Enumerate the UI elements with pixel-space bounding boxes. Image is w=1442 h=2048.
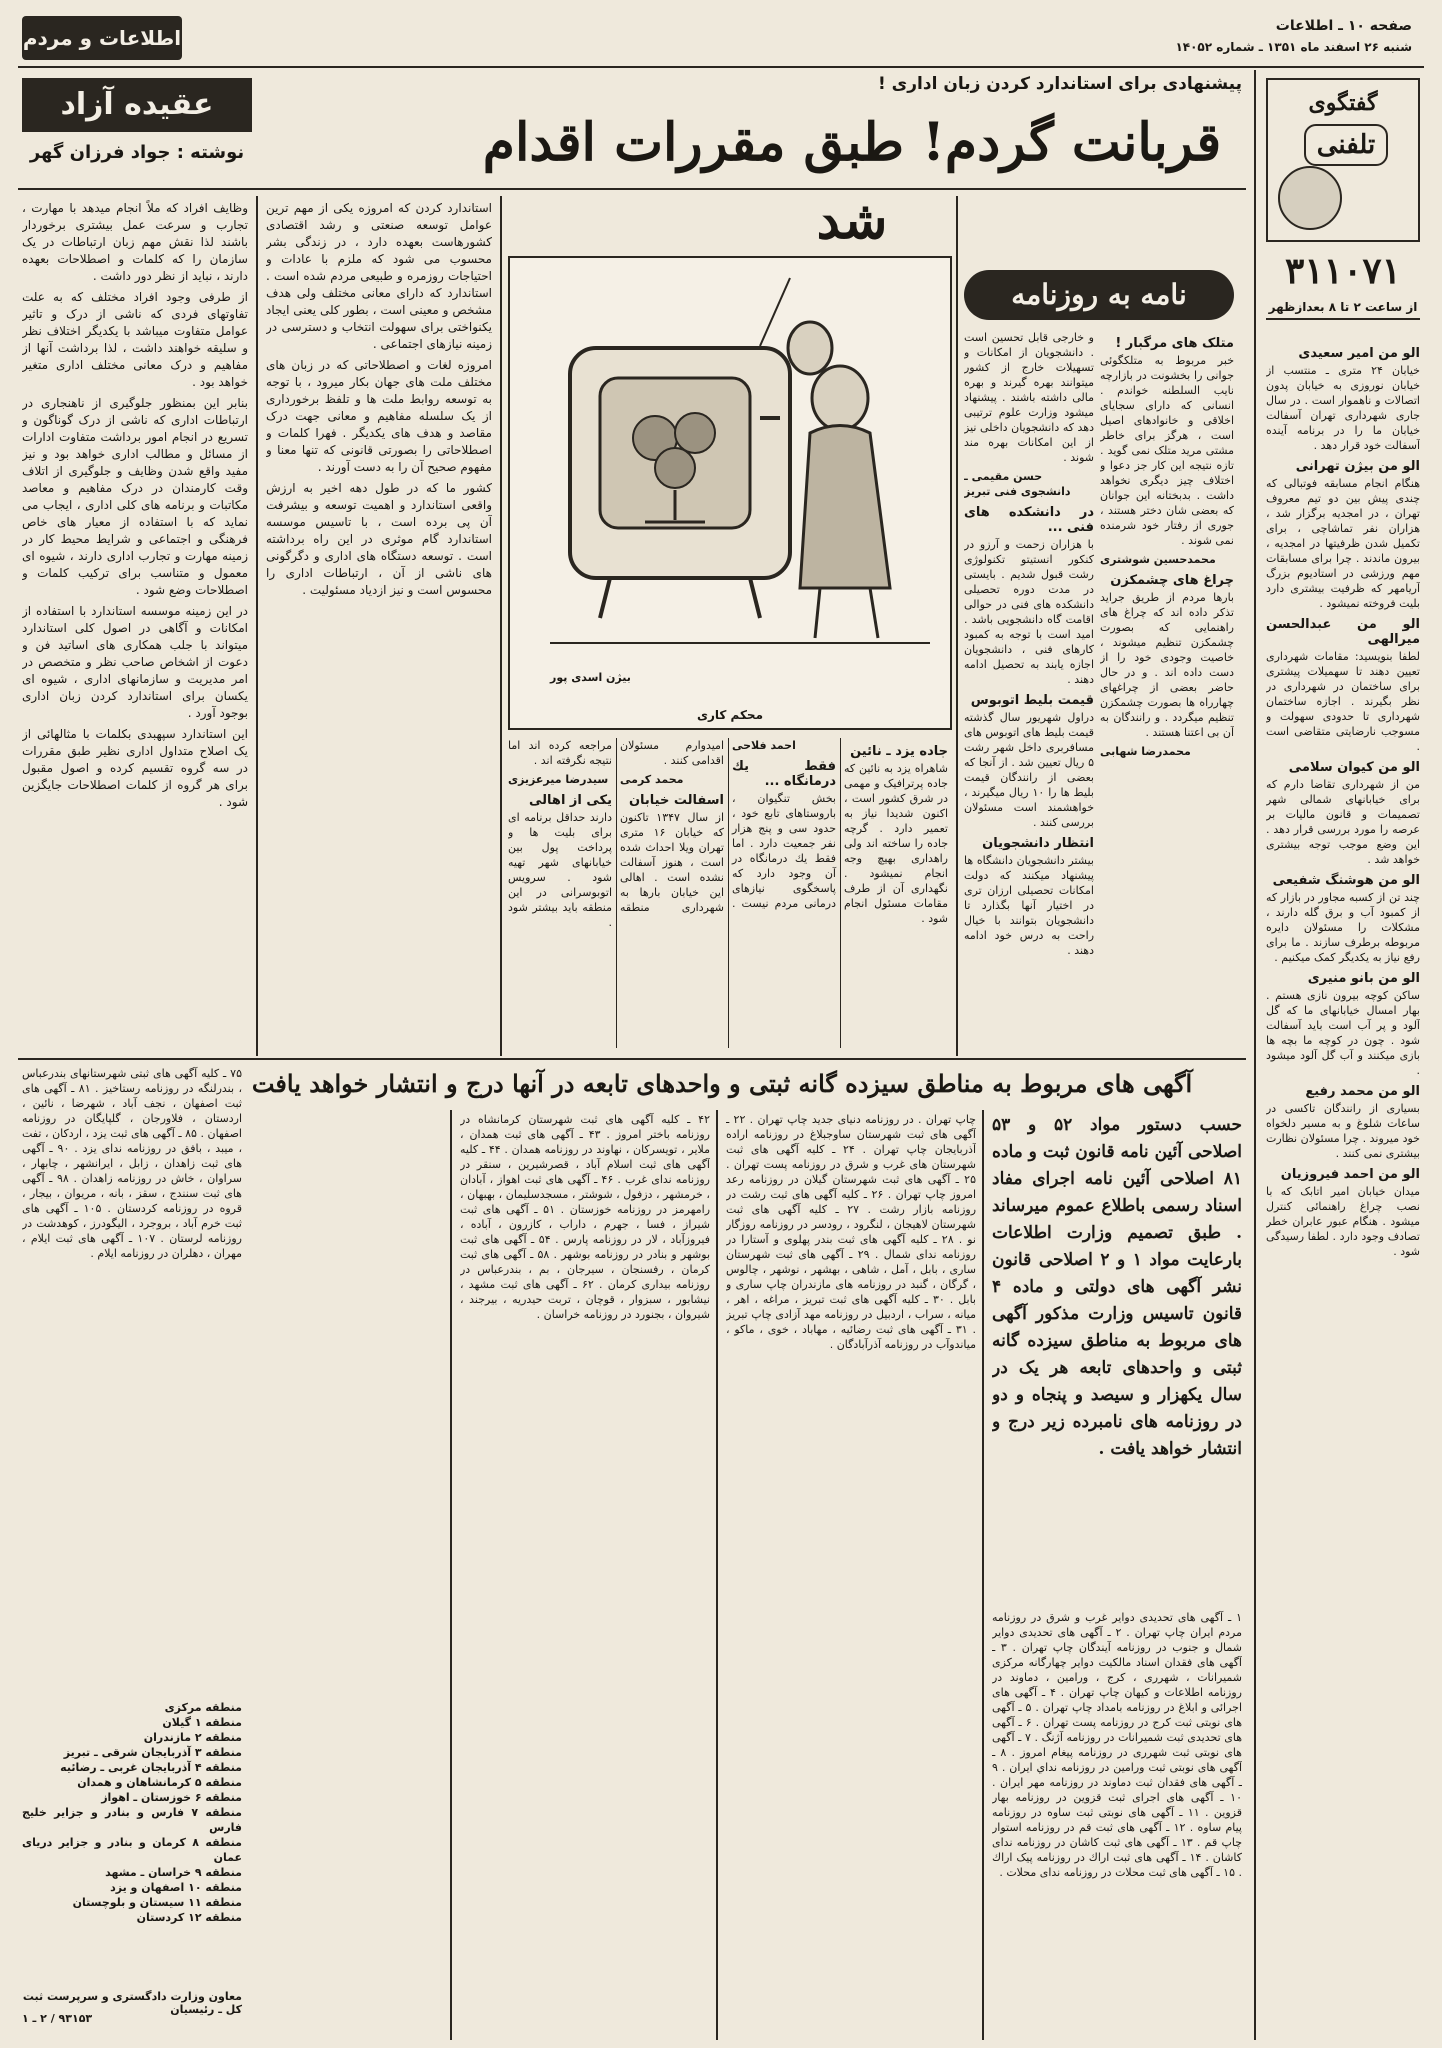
letter-text: با هزاران زحمت و آرزو در کنکور انستیتو تکنولوژی رشت قبول شدیم . بایستی در مدت دوره تحصیلی دانشکده های فنی در حوالی اقامت گاه دانشجویی باشد . امید است با توجه به کمبود کارهای فنی ، دانشجویان اجازه یابند به تحصیل ادامه دهند .: [964, 538, 1094, 686]
masthead-rule: [18, 66, 1424, 68]
ads-region: منطقه ۱ گیلان: [162, 1716, 242, 1729]
phone-entry-head: الو من امیر سعیدی: [1298, 346, 1420, 361]
letter-title: فقط یك درمانگاه ...: [732, 759, 836, 789]
phone-number: ۳۱۱۰۷۱: [1284, 250, 1401, 292]
column-paragraph: این استاندارد سپهبدی بکلمات با مثالهائی از یک اصلاح متداول اداری نظیر طبق مقررات در سه گروه تقسیم کرده و اصول مقبول برای هر گروه از کلمات اصطلاحات جایگزین شود .: [22, 727, 248, 809]
ads-region: منطقه ۱۱ سیستان و بلوچستان: [72, 1896, 242, 1909]
column-paragraph: وظایف افراد که ملاً انجام میدهد با مهارت ، تجارب و سرعت عمل بیشتری برخوردار باشند لذا نقش مهم زبان ارتباطات در یک سازمان را که کلمات و اصطلاحات بعهده دارند ، نباید از نظر دور داشت .: [22, 201, 248, 283]
column-rule-2: [500, 196, 502, 1056]
phone-entry-head: الو من عبدالحسن میرالهی: [1266, 617, 1420, 647]
ads-region: منطقه ۹ خراسان ـ مشهد: [105, 1866, 242, 1879]
letter-text: بخش تنگیوان ، باروستاهای تابع خود ، حدود سی و پنج هزار نفر جمعیت دارد . اما فقط یك درمانگاه در آن وجود دارد که پاسخگوی نیازهای درمانی مردم نیست . امیدوارم مسئولان اقدامی کنند .: [620, 739, 836, 910]
column-text-a: [22, 200, 248, 1050]
date-line: شنبه ۲۶ اسفند ماه ۱۳۵۱ ـ شماره ۱۴۰۵۲: [1175, 40, 1412, 54]
cartoon-signature: بیژن اسدی پور: [550, 671, 631, 684]
letters-column-1: [1100, 330, 1234, 1050]
phone-column-rule: [1254, 70, 1256, 2040]
column-paragraph: در این زمینه موسسه استاندارد با استفاده از امکانات و آگاهی در اصول کلی استاندارد میتواند با جلب همکاری های اساتید فن و دعوت از اشخاص صاحب نظر و متخصص در امر مدیریت و سازمانهای اداری ، شیوه ای یکسان برای استاندارد کردن زبان اداری بوجود آورد .: [22, 604, 248, 720]
phone-title-a: گفتگوی: [1308, 90, 1378, 116]
letter-title: جاده یزد ـ نائین: [850, 744, 948, 759]
ads-region: منطقه مرکزی: [164, 1701, 242, 1714]
cartoon-frame: [508, 256, 952, 730]
phone-entry-text: خیابان ۲۴ متری ـ منتسب از خیابان نوروزی به خیابان پدون اتصالات و ناهموار است . در سال جاری شهرداری تهران آسفالت خیابان ما را در برنامه آینده آسفالت خود قرار دهد .: [1266, 364, 1420, 452]
ads-region: منطقه ۸ کرمان و بنادر و جزایر دریای عمان: [22, 1836, 242, 1864]
letter-sign: محمد کرمی: [620, 773, 684, 786]
column-paragraph: استاندارد کردن که امروزه یکی از مهم ترین عوامل توسعه صنعتی و رشد اقتصادی کشورهاست بعهده دارد ، در زندگی بشر محسوب می شود که ملزم با عادات و احتیاجات روزمره و طبیعی مردم شده است . استاندارد که دارای معانی مختلف ولی هدف مشخص و معینی است ، بطور کلی یعنی ایجاد یکنواختی برای سهولت انتخاب و دسترسی در زمینه نیازهای اجتماعی .: [266, 201, 492, 351]
letter-title: انتظار دانشجویان: [982, 836, 1094, 851]
ads-col2: چاپ تهران . در روزنامه دنیای جدید چاپ تهران . ۲۲ ـ آگهی های ثبت شهرستان ساوجبلاغ در روزنامه اراده آذربایجان چاپ تهران . ۲۴ ـ کلیه آگهی های ثبت شهرستان های غرب و شرق در روزنامه پست تهران . ۲۵ ـ آگهی های ثبت شهرستان گیلان در روزنامه رعد امروز چاپ تهران . ۲۶ ـ کلیه آگهی های ثبت رشت در روزنامه بازار رشت . ۲۷ ـ کلیه آگهی های ثبت شهرستان لاهیجان ، لنگرود ، رودسر در روزنامه روزگار نو . ۲۸ ـ کلیه آگهی های ثبت بندر پهلوی و آستارا در روزنامه ندای شمال . ۲۹ ـ آگهی های ثبت شهرستان ساری ، بابل ، آمل ، شاهی ، بهشهر ، نوشهر ، چالوس ، گرگان ، گنبد در روزنامه های مازندران چاپ ساری و بابل . ۳۰ ـ کلیه آگهی های ثبت تبریز ، مراغه ، اهر ، میانه ، سراب ، اردبیل در روزنامه مهد آزادی چاپ تبریز . ۳۱ ـ آگهی های ثبت رضائیه ، مهاباد ، خوی ، ماکو ، میاندوآب در روزنامه آذرآبادگان .: [726, 1113, 976, 1351]
column-paragraph: بنابر این بمنظور جلوگیری از ناهنجاری در ارتباطات اداری که ناشی از درک گوناگون و تسریع در انجام امور برداشت متفاوت ادارات از مسائل و مطالب اداری خواهد بود و نیز مفید واقع شدن وظایف و جلوگیری از اتلاف وقت کارمندان در درک مفاهیم و معاصد مکاتبات و برنامه های کلی اداری ، ایجاب می نماید که با استفاده از معیار های خاص فرهنگی و اجتماعی و شرایط محیط کار در زمینه مهارت و تجارب اداری دارند ، شیوه ای معمول و متناسب برای ترکیب کلمات و اصطلاحات وضع شود .: [22, 396, 248, 597]
ads-region: منطقه ۵ کرمانشاهان و همدان: [77, 1776, 242, 1789]
ads-region: منطقه ۴ آذربایجان غربی ـ رضائیه: [60, 1761, 242, 1774]
letter-sign: محمدرضا شهابی: [1100, 745, 1191, 758]
section-badge: اطلاعات و مردم: [22, 16, 182, 60]
ads-region: منطقه ۱۰ اصفهان و یزد: [110, 1881, 242, 1894]
cartoon-caption: محکم کاری: [696, 708, 764, 722]
ads-region: منطقه ۱۲ کردستان: [136, 1911, 242, 1924]
column-paragraph: امروزه لغات و اصطلاحاتی که در زبان های مختلف ملت های جهان بکار میرود ، با توجه به توسعه روابط ملت ها و تلفظ برخورداری از یک سلسله مفاهیم و معانی جهت درک مقاصد و هدف های یکدیگر . فهرا کلمات و اصطلاحاتی را بصورتی قانونی که تنها معنا و مفهوم صحیح آن را به دست آورند .: [266, 358, 492, 474]
letter-title: متلک های مرگبار !: [1115, 336, 1234, 351]
letters-column-2: [964, 330, 1094, 1050]
letter-text: دارند حداقل برنامه ای برای بلیت ها و پرداخت پول بین خیابانهای شهر تهیه شود . سرویس اتوبوسرانی در این منطقه باید بیشتر شود .: [508, 811, 612, 929]
ads-col1: ۱ ـ آگهی های تحدیدی دوایر غرب و شرق در روزنامه مردم ایران چاپ تهران . ۲ ـ آگهی های تحدیدی دوایر شمال و جنوب در روزنامه آیندگان چاپ تهران . ۳ ـ آگهی های فقدان اسناد مالکیت دوایر چهارگانه مرکزی شمیرانات ، شهرری ، کرج ، ورامین ، دماوند در روزنامه اطلاعات و کیهان چاپ تهران . ۴ ـ آگهی های اجرائی و ابلاغ در روزنامه بامداد چاپ تهران . ۵ ـ آگهی های نوبتی ثبت کرج در روزنامه پست تهران . ۶ ـ آگهی های تحدیدی ثبت شمیرانات در روزنامه آژنگ . ۷ ـ آگهی های نوبتی ثبت شهرری در روزنامه پیغام امروز . ۸ ـ آگهی های نوبتی ثبت ورامین در روزنامه نداي ایران . ۹ ـ آگهی های فقدان ثبت دماوند در روزنامه مهر ایران . ۱۰ ـ آگهی های اجرای ثبت قزوین در روزنامه بهار قزوین . ۱۱ ـ آگهی های نوبتی ثبت ساوه در روزنامه پیام ساوه . ۱۲ ـ آگهی های ثبت قم در روزنامه استوار چاپ قم . ۱۳ ـ آگهی های ثبت کاشان در روزنامه ندای کاشان . ۱۴ ـ آگهی های ثبت اراك در روزنامه پیک اراك . ۱۵ ـ آگهی های ثبت محلات در روزنامه ندای محلات .: [992, 1611, 1242, 1879]
phone-title-b: تلفنی: [1304, 124, 1388, 166]
column-name: عقیده آزاد: [22, 78, 252, 132]
letters-heading: نامه به روزنامه: [964, 270, 1234, 320]
cartoon-drawing-icon: [510, 258, 950, 688]
letter-text: بیشتر دانشجویان دانشگاه ها پیشنهاد میکنند که دولت امکانات تحصیلی ارزان تری در اختیار آنها بگذارد تا دانشجویان بتوانند با خیال راحت به درس خود ادامه دهند .: [964, 854, 1094, 957]
letter-title: در دانشکده های فنی ...: [964, 505, 1094, 535]
phone-entry-text: هنگام انجام مسابقه فوتبالی که چندی پیش بین دو تیم معروف تهران ، در امجدیه برگزار شد ، هزاران نفر تماشاچی ، برای تکمیل شدن ظرفیتها در امجدیه ، بیرون ماندند . چرا برای مسابقات مهم ورزشی در استادیوم بزرگ آریامهر که ظرفیت بیشتری دارد بلیت فروخته نمیشود .: [1266, 477, 1420, 610]
headline-rule: [18, 188, 1246, 190]
letter-text: و خارجی قابل تحسین است . دانشجویان از امکانات و تسهیلات خارج از کشور میتوانند بهره گیرند و بهره مالی داشته باشند . پیشنهاد میشود وزارت علوم ترتیبی دهد که دانشجویان داخلی نیز از این امکانات بهره مند شوند .: [964, 331, 1094, 464]
letter-text: خبر مربوط به متلکگوئی جوانی را بخشونت در بازارچه نایب السلطنه خواندم . انسانی که دارای سجایای اخلاقی و خانوادهای اصیل است ، هرگز برای خاطر مشتی مرید متلک نمی گوید . تازه نتیجه این کار جز دعوا و اختلاف چیز دیگری نخواهد داشت . بدبختانه این جوانان که بعضی شان دختر هستند ، جوری از رفتار خود شرمنده نمی شوند .: [1100, 354, 1234, 547]
phone-entry-text: میدان خیابان امیر اتابک که با نصب چراغ راهنمائی کنترل میشود . هنگام عبور عابران خطر تصادف وجود دارد . لطفا رسیدگی شود .: [1266, 1185, 1420, 1258]
letter-text: شاهراه یزد به نائین که جاده پرترافیک و مهمی در شرق کشور است ، اکنون شدیدا نیاز به تعمیر دارد . گرچه جاده را ساخته اند ولی راهداری بهیچ وجه انجام نمیشود . نگهداری آن از طرف مقامات مسئول انجام شود .: [844, 762, 948, 925]
letter-sign: حسن مقیمی ـ دانشجوی فنی تبریز: [964, 470, 1071, 498]
ads-code: ۹۳۱۵۳ / ۲ ـ ۱: [22, 2012, 93, 2025]
ads-region: منطقه ۷ فارس و بنادر و جزایر خلیج فارس: [22, 1806, 242, 1834]
ads-rule-3: [450, 1110, 452, 2040]
phone-entry-text: من از شهرداری تقاضا دارم که برای خیابانهای شمالی شهر تصمیمات و قانون مالیات بر عرصه را مورد بررسی قرار دهد . این وضع موجب توجه بیشتری خواهد شد .: [1266, 778, 1420, 866]
letter-title: یکی از اهالی: [529, 793, 612, 808]
page-number: صفحه ۱۰ ـ اطلاعات: [1275, 18, 1412, 34]
ads-col3: ۴۲ ـ کلیه آگهی های ثبت شهرستان کرمانشاه در روزنامه باختر امروز . ۴۳ ـ آگهی های ثبت همدان ، ملایر ، تویسرکان ، نهاوند در روزنامه همدان . ۴۴ ـ کلیه آگهی های ثبت اسلام آباد ، قصرشیرین ، سنقر در روزنامه ندای غرب . ۴۶ ـ آگهی های ثبت اهواز ، آبادان ، خرمشهر ، دزفول ، شوشتر ، مسجدسلیمان ، بهبهان ، رامهرمز در روزنامه خوزستان . ۵۱ ـ آگهی های ثبت شیراز ، فسا ، جهرم ، داراب ، کازرون ، آباده ، فیروزآباد ، لار در روزنامه پارس . ۵۴ ـ آگهی های ثبت بوشهر و بنادر در روزنامه بوشهر . ۵۸ ـ آگهی های ثبت کرمان ، رفسنجان ، سیرجان ، بم ، بندرعباس در روزنامه بیداری کرمان . ۶۲ ـ آگهی های ثبت مشهد ، نیشابور ، سبزوار ، قوچان ، تربت حیدریه ، بیرجند ، شیروان ، بجنورد در روزنامه خراسان .: [460, 1113, 710, 1321]
letter-text: از سال ۱۳۴۷ تاکنون که خیابان ۱۶ متری تهران ویلا احداث شده است ، هنوز آسفالت نشده است . اهالی این خیابان بارها به شهرداری منطقه مراجعه کرده اند اما نتیجه نگرفته اند .: [508, 739, 725, 914]
ads-rule-1: [982, 1110, 984, 2040]
ads-title: آگهی های مربوط به مناطق سیزده گانه ثبتی و واحدهای تابعه در آنها درج و انتشار خواهد یافت: [251, 1069, 1193, 1098]
ads-lead: حسب دستور مواد ۵۲ و ۵۳ اصلاحی آئین نامه قانون ثبت و ماده ۸۱ اصلاحی آئین نامه اجرای مفاد اسناد رسمی باطلاع عموم میرساند . طبق تصمیم وزارت اطلاعات بارعایت مواد ۱ و ۲ اصلاحی قانون نشر آگهی های دولتی و ماده ۴ قانون تاسیس وزارت مذکور آگهی های مربوط به مناطق سیزده گانه ثبتی و واحدهای تابعه هر یک در سال یکهزار و سیصد و پنجاه و دو در روزنامه های نامبرده زیر درج و انتشار خواهد یافت .: [992, 1115, 1242, 1459]
phone-entry-text: چند تن از کسبه مجاور در بازار که از کمبود آب و برق گله دارند ، مشکلات را مسئولان دایره مربوطه برطرف سازند . ما برای رفع نیاز به یکدیگر کمک میکنیم .: [1266, 891, 1420, 964]
phone-entry-head: الو من هوشنگ شفیعی: [1272, 873, 1420, 888]
letter-sign: احمد فلاحی: [732, 739, 796, 752]
letter-title: قیمت بلیط اتوبوس: [970, 693, 1094, 708]
phone-illustration-icon: [1278, 166, 1342, 230]
ads-rule-2: [716, 1110, 718, 2040]
mid-rule: [18, 1058, 1246, 1060]
phone-entry-text: بسیاری از رانندگان تاکسی در ساعات شلوغ و به مسیر دلخواه خود میروند . چرا مسئولان نظارت بیشتری نمی کنند .: [1266, 1102, 1420, 1160]
ads-region: منطقه ۶ خوزستان ـ اهواز: [101, 1791, 242, 1804]
ads-regions: [22, 1700, 242, 1960]
letter-text: بارها مردم از طریق جراید تذکر داده اند که چراغ های راهنمایی که بصورت چشمکزن تنظیم میشوند ، خاصیت وجودی خود را از دست داده اند . و در حال حاضر بعضی از چراغهای چهارراه ها بصورت چشمکزن تنظیم میگردد . و رانندگان به آن بی اعتنا هستند .: [1100, 591, 1234, 739]
ads-signature: معاون وزارت دادگستری و سرپرست ثبت کل ـ رئیسیان: [22, 1990, 242, 2016]
ads-col4: ۷۵ ـ کلیه آگهی های ثبتی شهرستانهای بندرعباس ، بندرلنگه در روزنامه رستاخیز . ۸۱ ـ آگهی های ثبت اصفهان ، نجف آباد ، شهرضا ، نائین ، اردستان ، فلاورجان ، گلپایگان در روزنامه اصفهان . ۸۵ ـ آگهی های ثبت یزد ، اردکان ، تفت ، میبد ، بافق در روزنامه ندای یزد . ۹۰ ـ آگهی های ثبت زاهدان ، زابل ، ایرانشهر ، چابهار ، سراوان ، خاش در روزنامه زاهدان . ۹۸ ـ آگهی های ثبت سنندج ، سقز ، بانه ، مریوان ، بیجار ، قروه در روزنامه کردستان . ۱۰۵ ـ آگهی های ثبت خرم آباد ، بروجرد ، الیگودرز ، کوهدشت در روزنامه لرستان . ۱۰۷ ـ آگهی های ثبت ایلام ، مهران ، دهلران در روزنامه ایلام .: [22, 1067, 242, 1260]
letters-rule: [956, 196, 958, 1056]
below-cartoon-letters: [508, 738, 948, 1048]
column-paragraph: کشور ما که در طول دهه اخیر به ارزش واقعی استاندارد و اهمیت توسعه و بیشرفت آن پی برده است ، با تاسیس موسسه استاندارد گام موثری در این راه برداشته است . توسعه دستگاه های اداری و دگرگونی های ناشی از آن ، ارتباطات اداری را محسوس است و نیز ازدیاد مسئولیت .: [266, 481, 492, 597]
phone-entry-head: الو من محمد رفیع: [1305, 1084, 1420, 1099]
phone-entry-head: الو من کیوان سلامی: [1288, 760, 1420, 775]
phone-entry-text: ساکن کوچه بیرون نازی هستم . بهار امسال خیابانهای ما که گل آلود و پر آب است باید آسفالت شود . چون در کوچه ما بچه ها بازی میکنند و آب گل آلود میشود .: [1266, 989, 1420, 1077]
column-byline: نوشته : جواد فرزان گهر: [29, 142, 245, 163]
phone-entries: [1266, 340, 1420, 2040]
headline-kicker: پیشنهادی برای استاندارد کردن زبان اداری !: [877, 74, 1242, 94]
phone-hours: از ساعت ۲ تا ۸ بعدازظهر: [1266, 300, 1420, 320]
phone-entry-head: الو من بانو منیری: [1307, 971, 1420, 986]
headline-title: قربانت گردم! طبق مقررات اقدام شد: [482, 112, 1222, 251]
column-paragraph: از طرفی وجود افراد مختلف که به علت تفاوتهای فردی که ناشی از درک و تاثیر عوامل متفاوت میباشد با یکدیگر اختلاف نظر و سلیقه خواهند داشت ، لذا برداشت آنها از مفاهیم و درک معانی مختلف اداری متغیر خواهد بود .: [22, 290, 248, 389]
phone-title-box: [1266, 78, 1420, 242]
ads-region: منطقه ۲ مازندران: [143, 1731, 242, 1744]
letter-text: دراول شهریور سال گذشته قیمت بلیط های اتوبوس های مسافربری داخل شهر رشت ۵ ریال تعیین شد . از آنجا که بعضی از رانندگان قیمت بلیط ها را ۱۰ ریال میگیرند ، خواهشمند است مسئولان بررسی کنند .: [964, 711, 1094, 829]
letter-title: اسفالت خیابان: [628, 793, 724, 808]
column-rule-1: [256, 196, 258, 1056]
ads-region: منطقه ۳ آذربایجان شرقی ـ تبریز: [63, 1746, 242, 1759]
letter-title: چراغ های چشمکزن: [1110, 573, 1234, 588]
phone-entry-head: الو من احمد فیروزیان: [1280, 1167, 1420, 1182]
column-text-b: [266, 200, 492, 1050]
letter-sign: سیدرضا میرعزیزی: [508, 773, 609, 786]
phone-entry-text: لطفا بنویسید: مقامات شهرداری تعیین دهند تا سهمیلات پیشتری برای ساختمان در شهرداری در نظر بگیرند . اجازه ساختمان شهرداری تا حدودی سهولت و مسوجب نارضایتی متقاضی است .: [1266, 650, 1420, 753]
phone-entry-head: الو من بیژن تهرانی: [1295, 459, 1420, 474]
letter-sign: محمدحسین شوشتری: [1100, 553, 1216, 566]
